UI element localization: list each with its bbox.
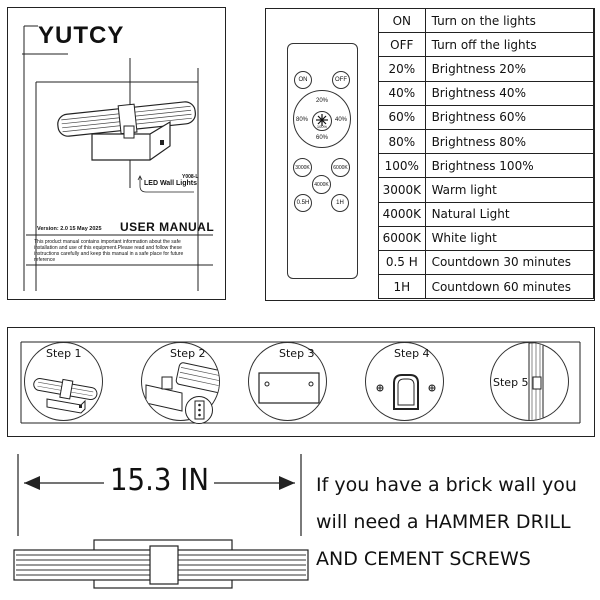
- cct-4000k-button[interactable]: 4000K: [312, 175, 331, 194]
- manual-version: Version: 2.0 15 May 2025: [37, 226, 102, 232]
- timer-1h-button[interactable]: 1H: [331, 194, 349, 212]
- light-side-view: [12, 536, 312, 592]
- function-description: Brightness 100%: [425, 154, 593, 178]
- function-key: 0.5 H: [379, 250, 426, 274]
- function-key: 40%: [379, 81, 426, 105]
- function-key: 60%: [379, 105, 426, 129]
- function-key: OFF: [379, 33, 426, 57]
- remote-off-button[interactable]: OFF: [332, 71, 350, 89]
- brightness-80-label[interactable]: 80%: [296, 117, 309, 123]
- step-2-label: Step 2: [170, 347, 206, 360]
- step-5-label: Step 5: [493, 376, 529, 389]
- note-line-3: AND CEMENT SCREWS: [316, 548, 531, 570]
- function-row: [379, 57, 594, 81]
- function-description: Warm light: [425, 178, 593, 202]
- remote-on-button[interactable]: ON: [294, 71, 312, 89]
- installation-steps: [7, 327, 595, 437]
- function-description: Countdown 60 minutes: [425, 275, 593, 299]
- length-dimension: 15.3 IN: [110, 463, 210, 498]
- step-2-detail-inset: [185, 396, 213, 424]
- function-row: [379, 105, 594, 129]
- step-4-label: Step 4: [394, 347, 430, 360]
- remote-control: [287, 43, 358, 279]
- function-row: [379, 250, 594, 274]
- timer-05h-button[interactable]: 0.5H: [294, 194, 312, 212]
- function-description: Brightness 60%: [425, 105, 593, 129]
- function-description: Turn off the lights: [425, 33, 593, 57]
- function-key: 20%: [379, 57, 426, 81]
- brick-wall-note: [316, 467, 577, 578]
- function-key: 100%: [379, 154, 426, 178]
- brightness-20-label[interactable]: 20%: [316, 98, 329, 104]
- cct-3000k-button[interactable]: 3000K: [293, 158, 312, 177]
- brightness-40-label[interactable]: 40%: [335, 117, 348, 123]
- function-key: 6000K: [379, 226, 426, 250]
- function-key: 4000K: [379, 202, 426, 226]
- function-row: [379, 202, 594, 226]
- function-description: White light: [425, 226, 593, 250]
- manual-title: USER MANUAL: [120, 220, 215, 234]
- function-row: [379, 275, 594, 299]
- function-key: 3000K: [379, 178, 426, 202]
- function-table: [378, 8, 594, 299]
- brightness-100-label: 100%: [316, 124, 328, 129]
- function-description: Countdown 30 minutes: [425, 250, 593, 274]
- function-row: [379, 81, 594, 105]
- function-row: [379, 129, 594, 153]
- function-description: Brightness 20%: [425, 57, 593, 81]
- function-row: [379, 9, 594, 33]
- function-row: [379, 33, 594, 57]
- manual-notice: This product manual contains important information about the safe installation and use of this equipment.Please read and follow these instructions carefully and keep this manual in a safe place for future reference: [34, 239, 184, 263]
- screw-detail-icon: [186, 397, 212, 423]
- function-row: [379, 226, 594, 250]
- function-row: [379, 178, 594, 202]
- remote-panel: [265, 8, 595, 301]
- cct-6000k-button[interactable]: 6000K: [331, 158, 350, 177]
- function-description: Brightness 40%: [425, 81, 593, 105]
- note-line-1: If you have a brick wall you: [316, 474, 577, 496]
- function-description: Natural Light: [425, 202, 593, 226]
- step-3-label: Step 3: [279, 347, 315, 360]
- function-key: 80%: [379, 129, 426, 153]
- function-key: 1H: [379, 275, 426, 299]
- function-description: Brightness 80%: [425, 129, 593, 153]
- product-name: LED Wall Lights: [144, 180, 198, 187]
- user-manual-cover: [7, 7, 226, 300]
- function-key: ON: [379, 9, 426, 33]
- brightness-60-label[interactable]: 60%: [316, 135, 329, 141]
- wall-light-illustration: [52, 78, 202, 168]
- model-code: Y008-L: [182, 174, 199, 180]
- note-line-2: will need a HAMMER DRILL: [316, 511, 571, 533]
- step-1-label: Step 1: [46, 347, 82, 360]
- function-row: [379, 154, 594, 178]
- brand-name: YUTCY: [38, 22, 125, 49]
- brightness-100-button[interactable]: [312, 111, 332, 131]
- function-description: Turn on the lights: [425, 9, 593, 33]
